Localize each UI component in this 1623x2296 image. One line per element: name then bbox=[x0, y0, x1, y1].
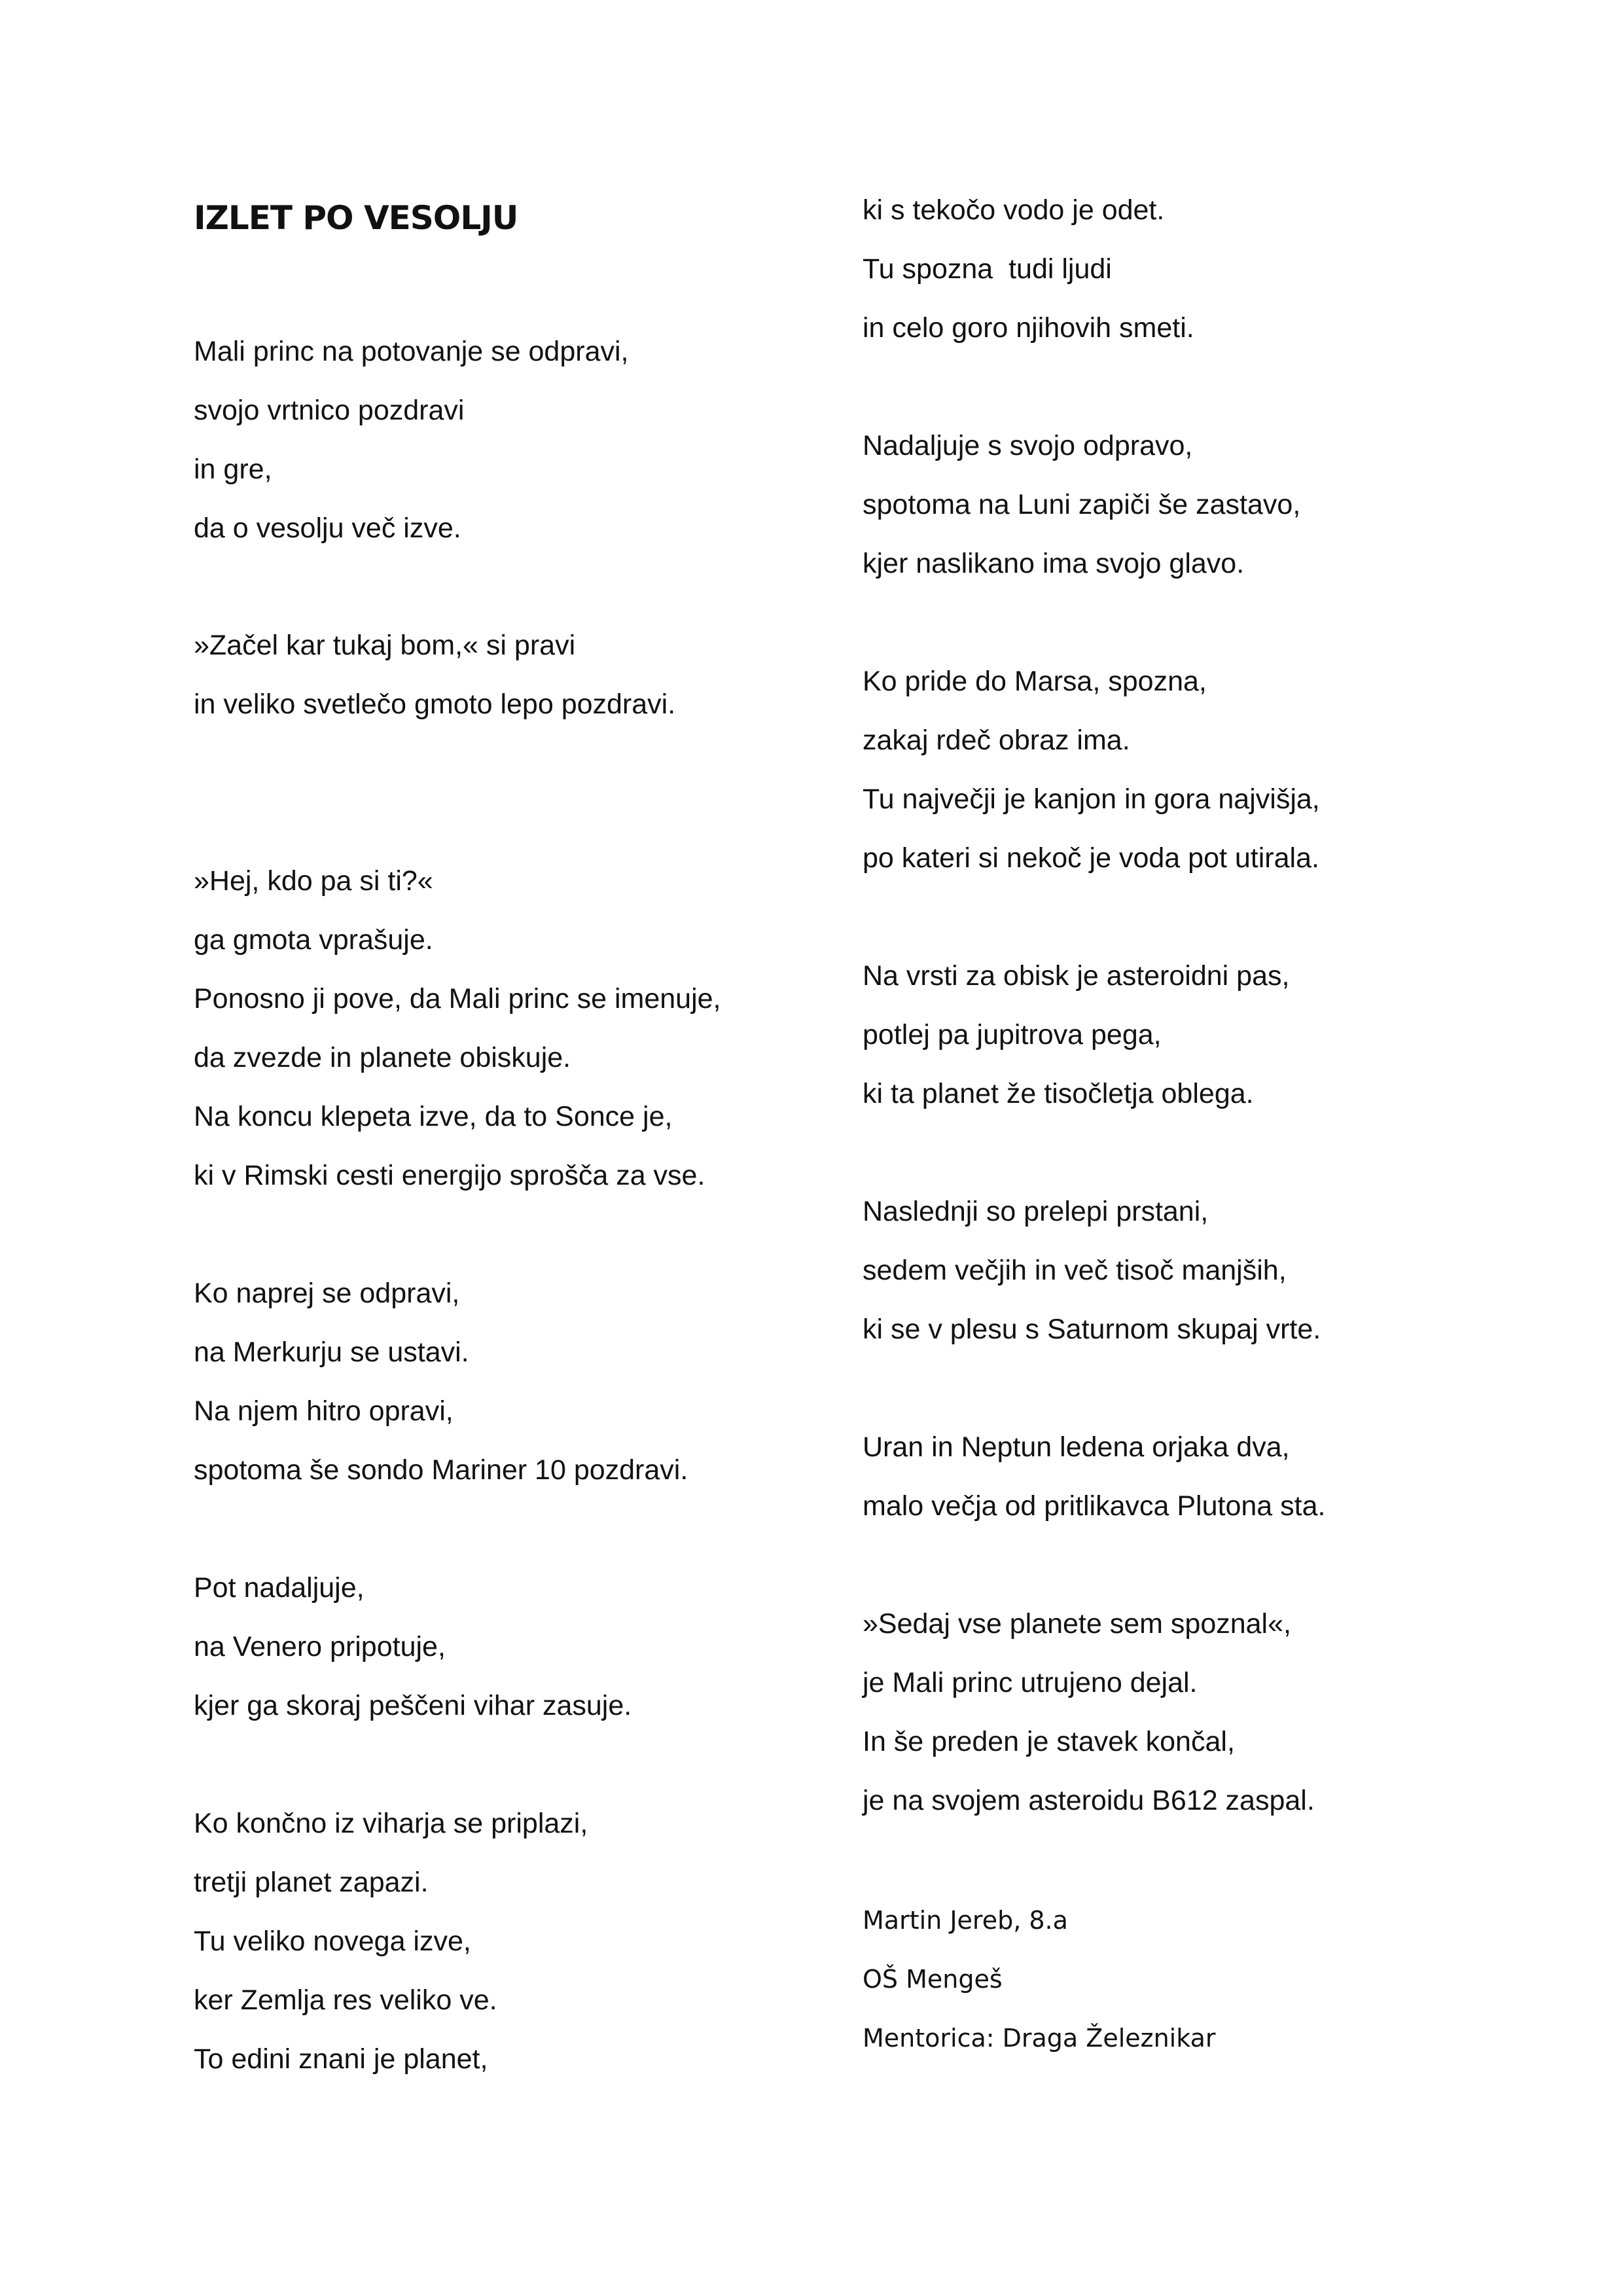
poem-line: je na svojem asteroidu B612 zaspal. bbox=[863, 1785, 1315, 1816]
poem-line: na Venero pripotuje, bbox=[194, 1631, 446, 1662]
poem-line: Na vrsti za obisk je asteroidni pas, bbox=[863, 960, 1290, 992]
poem-line: Ko pride do Marsa, spozna, bbox=[863, 666, 1207, 697]
author-name: Martin Jereb, 8.a bbox=[863, 1906, 1068, 1935]
poem-line: To edini znani je planet, bbox=[194, 2043, 488, 2075]
poem-title: IZLET PO VESOLJU bbox=[194, 199, 518, 237]
poem-line: in celo goro njihovih smeti. bbox=[863, 312, 1194, 344]
poem-line: da o vesolju več izve. bbox=[194, 512, 461, 544]
poem-line: ga gmota vprašuje. bbox=[194, 924, 433, 956]
poem-line: ki v Rimski cesti energijo sprošča za vse. bbox=[194, 1160, 705, 1191]
poem-line: ki ta planet že tisočletja oblega. bbox=[863, 1078, 1254, 1109]
poem-line: Ko končno iz viharja se priplazi, bbox=[194, 1808, 588, 1839]
poem-line: tretji planet zapazi. bbox=[194, 1867, 429, 1898]
poem-line: in veliko svetlečo gmoto lepo pozdravi. bbox=[194, 689, 676, 720]
poem-line: »Sedaj vse planete sem spoznal«, bbox=[863, 1608, 1291, 1640]
poem-line: Na njem hitro opravi, bbox=[194, 1395, 454, 1427]
poem-line: Tu največji je kanjon in gora najvišja, bbox=[863, 783, 1320, 815]
poem-line: malo večja od pritlikavca Plutona sta. bbox=[863, 1490, 1326, 1522]
poem-line: spotoma na Luni zapiči še zastavo, bbox=[863, 489, 1301, 520]
poem-line: Tu spozna tudi ljudi bbox=[863, 253, 1112, 285]
poem-line: zakaj rdeč obraz ima. bbox=[863, 725, 1130, 756]
poem-line: kjer naslikano ima svojo glavo. bbox=[863, 548, 1245, 579]
school-name: OŠ Mengeš bbox=[863, 1965, 1003, 1994]
poem-line: spotoma še sondo Mariner 10 pozdravi. bbox=[194, 1454, 688, 1486]
poem-line: Nadaljuje s svojo odpravo, bbox=[863, 430, 1193, 461]
poem-line: po kateri si nekoč je voda pot utirala. bbox=[863, 842, 1319, 874]
poem-line: Ko naprej se odpravi, bbox=[194, 1278, 460, 1309]
poem-line: Pot nadaljuje, bbox=[194, 1572, 365, 1604]
poem-line: svojo vrtnico pozdravi bbox=[194, 395, 465, 426]
poem-line: potlej pa jupitrova pega, bbox=[863, 1019, 1162, 1050]
poem-line: Na koncu klepeta izve, da to Sonce je, bbox=[194, 1101, 673, 1132]
poem-line: In še preden je stavek končal, bbox=[863, 1726, 1235, 1757]
poem-line: kjer ga skoraj peščeni vihar zasuje. bbox=[194, 1690, 632, 1721]
poem-line: in gre, bbox=[194, 454, 272, 485]
poem-line: Naslednji so prelepi prstani, bbox=[863, 1196, 1209, 1227]
poem-line: ki s tekočo vodo je odet. bbox=[863, 194, 1165, 226]
poem-line: »Začel kar tukaj bom,« si pravi bbox=[194, 630, 576, 661]
poem-line: »Hej, kdo pa si ti?« bbox=[194, 865, 433, 897]
poem-line: ki se v plesu s Saturnom skupaj vrte. bbox=[863, 1314, 1321, 1345]
poem-line: na Merkurju se ustavi. bbox=[194, 1336, 469, 1368]
poem-line: Ponosno ji pove, da Mali princ se imenuje, bbox=[194, 983, 721, 1014]
mentor-name: Mentorica: Draga Železnikar bbox=[863, 2024, 1216, 2053]
poem-line: Tu veliko novega izve, bbox=[194, 1926, 471, 1957]
poem-line: da zvezde in planete obiskuje. bbox=[194, 1042, 571, 1073]
poem-line: Mali princ na potovanje se odpravi, bbox=[194, 336, 629, 367]
poem-line: je Mali princ utrujeno dejal. bbox=[863, 1667, 1198, 1698]
poem-line: Uran in Neptun ledena orjaka dva, bbox=[863, 1431, 1290, 1463]
poem-line: sedem večjih in več tisoč manjših, bbox=[863, 1255, 1287, 1286]
poem-line: ker Zemlja res veliko ve. bbox=[194, 1984, 497, 2016]
